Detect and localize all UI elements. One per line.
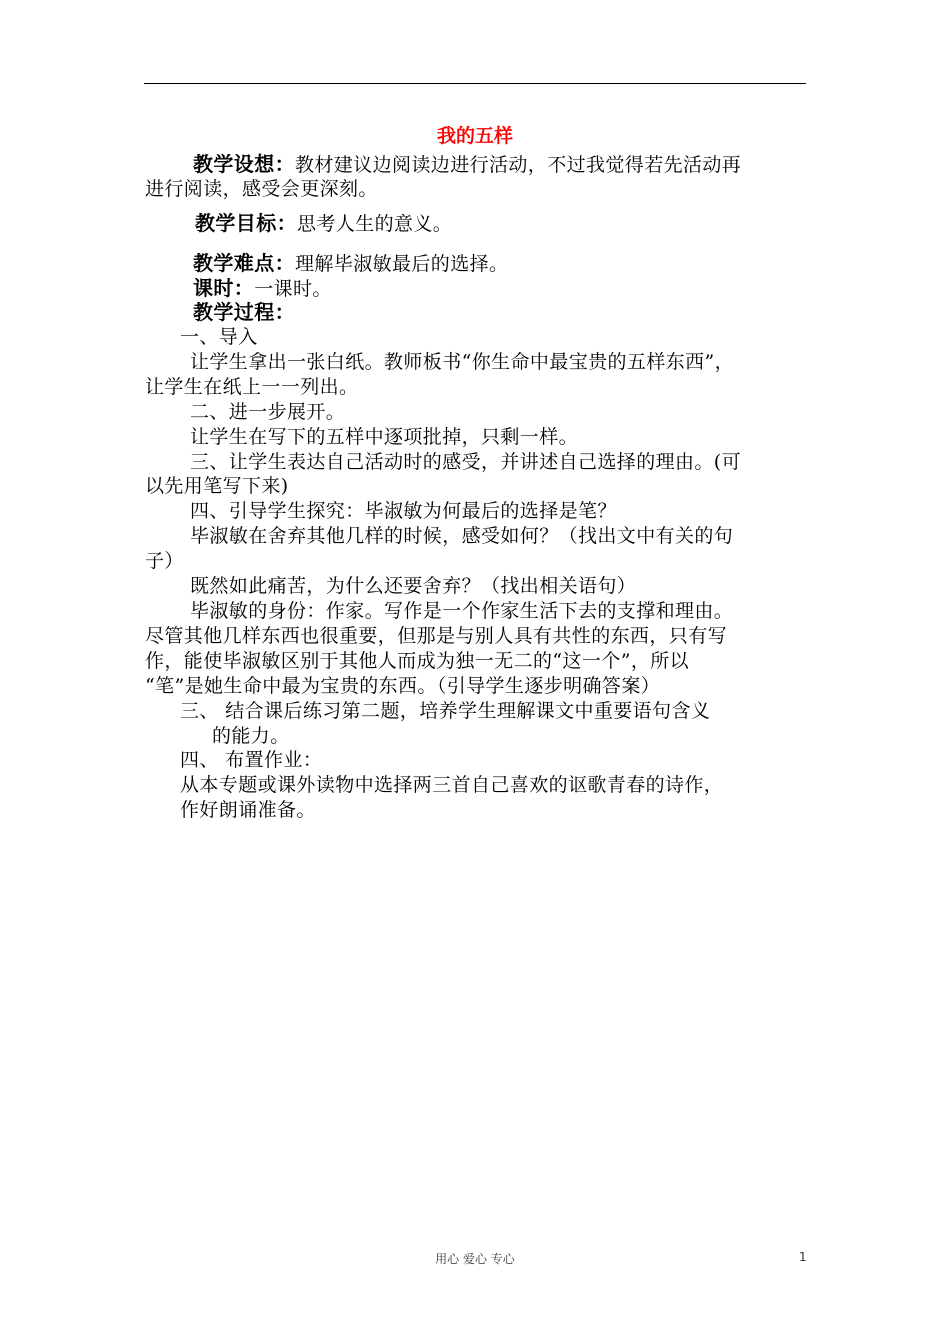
class-hours [193, 276, 332, 301]
body-line: 毕淑敏在舍弃其他几样的时候，感受如何？（找出文中有关的句 [190, 525, 734, 547]
footer-motto: 用心 爱心 专心 [435, 1252, 515, 1266]
teaching-process-label: 教学过程： [193, 300, 295, 324]
teaching-idea-text: 教材建议边阅读边进行活动，不过我觉得若先活动再 [295, 154, 742, 176]
body-line: 作好朗诵准备。 [180, 799, 316, 821]
body-line: 作，能使毕淑敏区别于其他人而成为独一无二的“这一个”，所以 [145, 650, 690, 672]
body-line: 三、 结合课后练习第二题，培养学生理解课文中重要语句含义 [180, 700, 711, 722]
body-line: 子） [145, 550, 184, 572]
teaching-goal-text: 思考人生的意义。 [297, 213, 453, 235]
header-rule [144, 83, 806, 84]
body-line: 毕淑敏的身份：作家。写作是一个作家生活下去的支撑和理由。 [190, 600, 734, 622]
teaching-idea-label: 教学设想： [193, 152, 295, 176]
teaching-goal [195, 211, 452, 236]
body-line: 四、 布置作业： [180, 749, 323, 771]
body-line: 让学生拿出一张白纸。教师板书“你生命中最宝贵的五样东西”， [190, 351, 735, 373]
teaching-idea-line-1 [193, 152, 741, 177]
teaching-process-heading [193, 300, 295, 325]
teaching-goal-label: 教学目标： [195, 211, 297, 235]
body-line: 尽管其他几样东西也很重要，但那是与别人具有共性的东西，只有写 [145, 625, 728, 647]
body-line: 一、导入 [180, 326, 258, 348]
page-number: 1 [799, 1250, 807, 1264]
body-line: 让学生在写下的五样中逐项批掉，只剩一样。 [190, 426, 579, 448]
body-line: 既然如此痛苦，为什么还要舍弃？（找出相关语句） [190, 575, 637, 597]
body-line: 二、进一步展开。 [190, 401, 346, 423]
teaching-idea-line-2: 进行阅读，感受会更深刻。 [145, 178, 378, 200]
body-line: 四、引导学生探究：毕淑敏为何最后的选择是笔？ [190, 500, 617, 522]
document-title: 我的五样 [436, 125, 513, 147]
teaching-difficulty-label: 教学难点： [193, 251, 295, 275]
body-line: “笔”是她生命中最为宝贵的东西。（引导学生逐步明确答案） [145, 675, 661, 697]
body-line: 以先用笔写下来) [145, 475, 289, 497]
body-line: 让学生在纸上一一列出。 [145, 376, 359, 398]
teaching-difficulty-text: 理解毕淑敏最后的选择。 [295, 253, 509, 275]
body-line: 的能力。 [212, 725, 290, 747]
body-line: 三、让学生表达自己活动时的感受，并讲述自己选择的理由。(可 [190, 451, 742, 473]
class-hours-text: 一课时。 [254, 278, 332, 300]
class-hours-label: 课时： [193, 276, 255, 300]
teaching-difficulty [193, 251, 508, 276]
body-line: 从本专题或课外读物中选择两三首自己喜欢的讴歌青春的诗作， [180, 774, 724, 796]
